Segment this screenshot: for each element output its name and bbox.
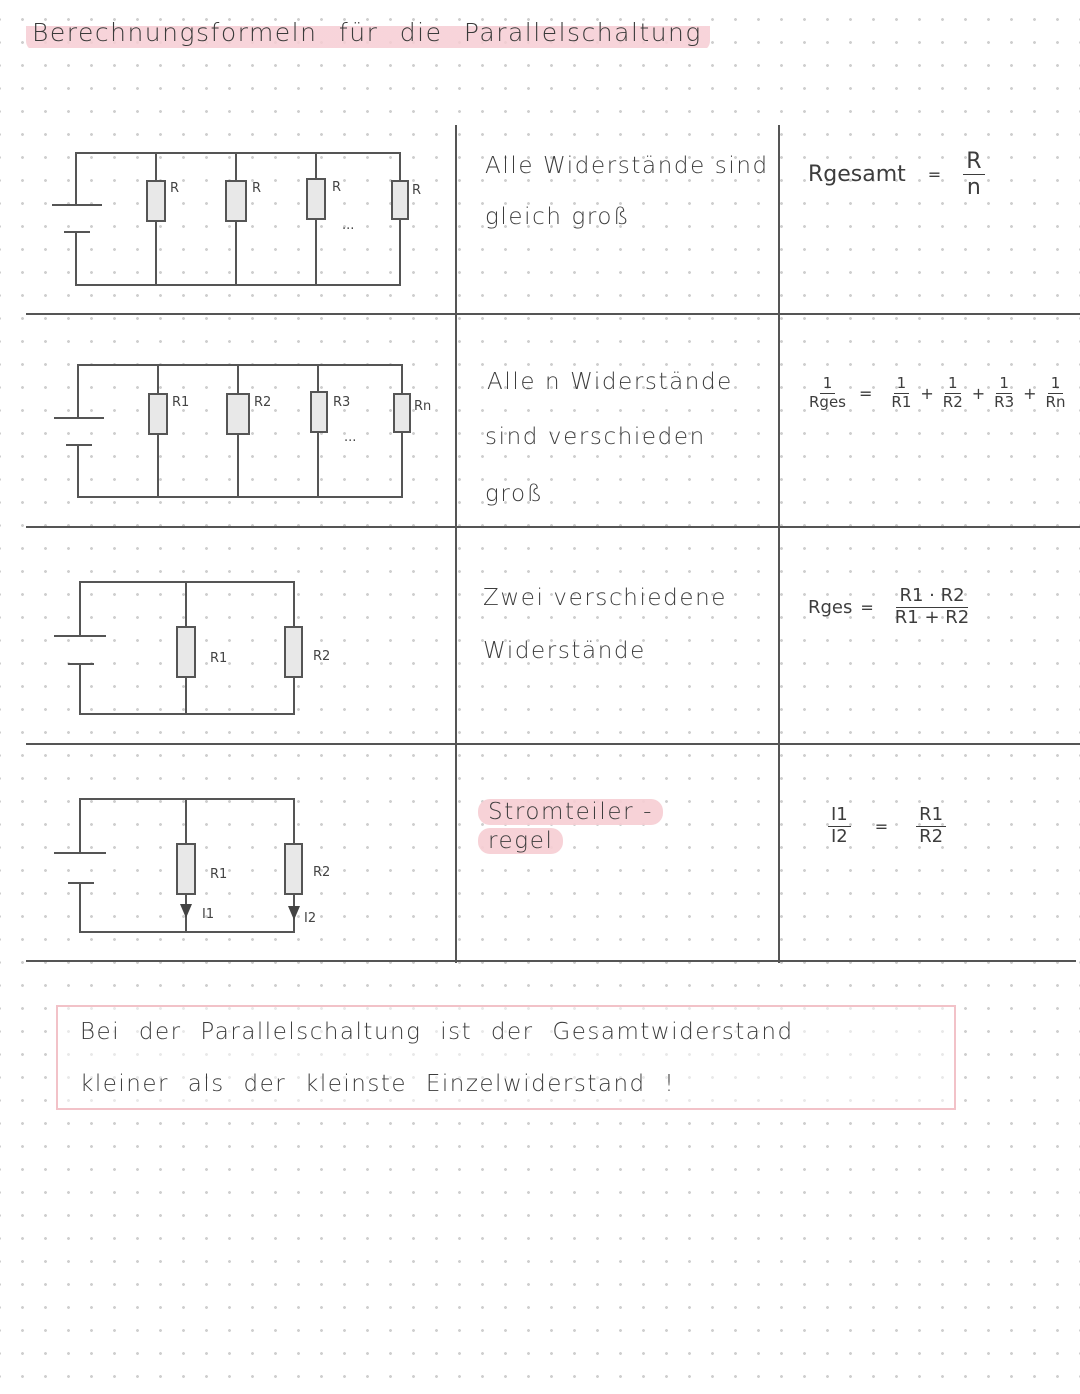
resistor-label: R <box>170 181 180 196</box>
summary-note-box <box>56 1005 956 1110</box>
current-label: I1 <box>202 907 215 922</box>
formula-lhs: Rges <box>808 596 853 618</box>
denominator: n <box>966 175 981 201</box>
row-4-description-line-2 <box>478 828 563 854</box>
resistor-label: R1 <box>210 651 228 666</box>
current-label: I2 <box>304 911 317 926</box>
current-arrow-icon <box>288 906 300 920</box>
fraction <box>892 587 972 628</box>
row-3-description-line-1: Zwei verschiedene <box>483 585 728 611</box>
numerator: R1 <box>916 806 946 827</box>
resistor-label: R2 <box>254 395 272 410</box>
numerator: 1 <box>894 376 910 394</box>
plus-sign: + <box>1023 383 1037 403</box>
numerator: 1 <box>945 376 961 394</box>
formula-two-resistors <box>808 587 972 628</box>
row-4-description-line-1 <box>478 799 663 825</box>
row-1-description-line-1: Alle Widerstände sind <box>485 153 769 179</box>
page-title: Berechnungsformeln für die Parallelschaltung <box>26 16 710 51</box>
numerator: R1 · R2 <box>896 587 967 608</box>
resistor-label: R2 <box>313 865 331 880</box>
equals-sign: = <box>860 597 874 617</box>
current-arrow-icon <box>180 904 192 918</box>
row-2-description-line-1: Alle n Widerstände <box>487 369 733 395</box>
numerator: R <box>963 150 984 175</box>
denominator: I2 <box>831 825 848 847</box>
denominator: R2 <box>919 825 944 847</box>
table-row-divider <box>26 960 1076 962</box>
numerator: 1 <box>996 376 1012 394</box>
denominator: R1 + R2 <box>894 606 970 628</box>
denominator: Rges <box>809 392 846 411</box>
resistor <box>285 844 302 894</box>
formula-reciprocal-sum <box>806 376 1068 411</box>
fraction <box>940 376 966 411</box>
ellipsis: ... <box>344 430 357 445</box>
denominator: Rn <box>1045 392 1066 411</box>
row-2-description-line-2: sind verschieden <box>485 424 706 450</box>
table-column-divider <box>778 125 780 963</box>
numerator: 1 <box>820 376 836 394</box>
fraction <box>991 376 1017 411</box>
highlighted-term: regel <box>478 828 563 854</box>
ellipsis: ... <box>342 218 355 233</box>
resistor-label: R3 <box>333 395 351 410</box>
summary-note-line-1: Bei der Parallelschaltung ist der Gesamtwiderstand <box>80 1019 794 1045</box>
plus-sign: + <box>920 383 934 403</box>
denominator: R2 <box>942 392 963 411</box>
resistor-label: R <box>252 181 262 196</box>
denominator: R3 <box>994 392 1015 411</box>
equals-sign: = <box>927 165 942 185</box>
row-1-description-line-2: gleich groß <box>485 204 631 230</box>
formula-equal-resistors <box>808 150 985 199</box>
denominator: R1 <box>891 392 912 411</box>
numerator: I1 <box>828 806 851 827</box>
row-3-description-line-2: Widerstände <box>483 638 646 664</box>
highlighted-term: Stromteiler - <box>478 799 663 825</box>
row-2-description-line-3: groß <box>485 481 544 507</box>
resistor-label: Rn <box>414 399 432 414</box>
circuit-current-divider <box>0 0 460 960</box>
resistor-label: R <box>332 180 342 195</box>
resistor-label: R2 <box>313 649 331 664</box>
resistor-label: R1 <box>172 395 190 410</box>
formula-lhs: Rgesamt <box>808 162 906 188</box>
formula-current-divider <box>828 806 946 847</box>
fraction <box>806 376 849 411</box>
numerator: 1 <box>1048 376 1064 394</box>
resistor <box>177 844 195 894</box>
resistor-label: R1 <box>210 867 228 882</box>
plus-sign: + <box>971 383 986 403</box>
equals-sign: = <box>874 816 889 836</box>
fraction <box>1043 376 1069 411</box>
equals-sign: = <box>859 383 873 403</box>
fraction <box>888 376 914 411</box>
summary-note-line-2: kleiner als der kleinste Einzelwiderstand ! <box>80 1071 676 1097</box>
resistor-label: R <box>412 183 422 198</box>
fraction <box>916 806 946 847</box>
fraction <box>828 806 851 847</box>
fraction <box>963 150 984 199</box>
